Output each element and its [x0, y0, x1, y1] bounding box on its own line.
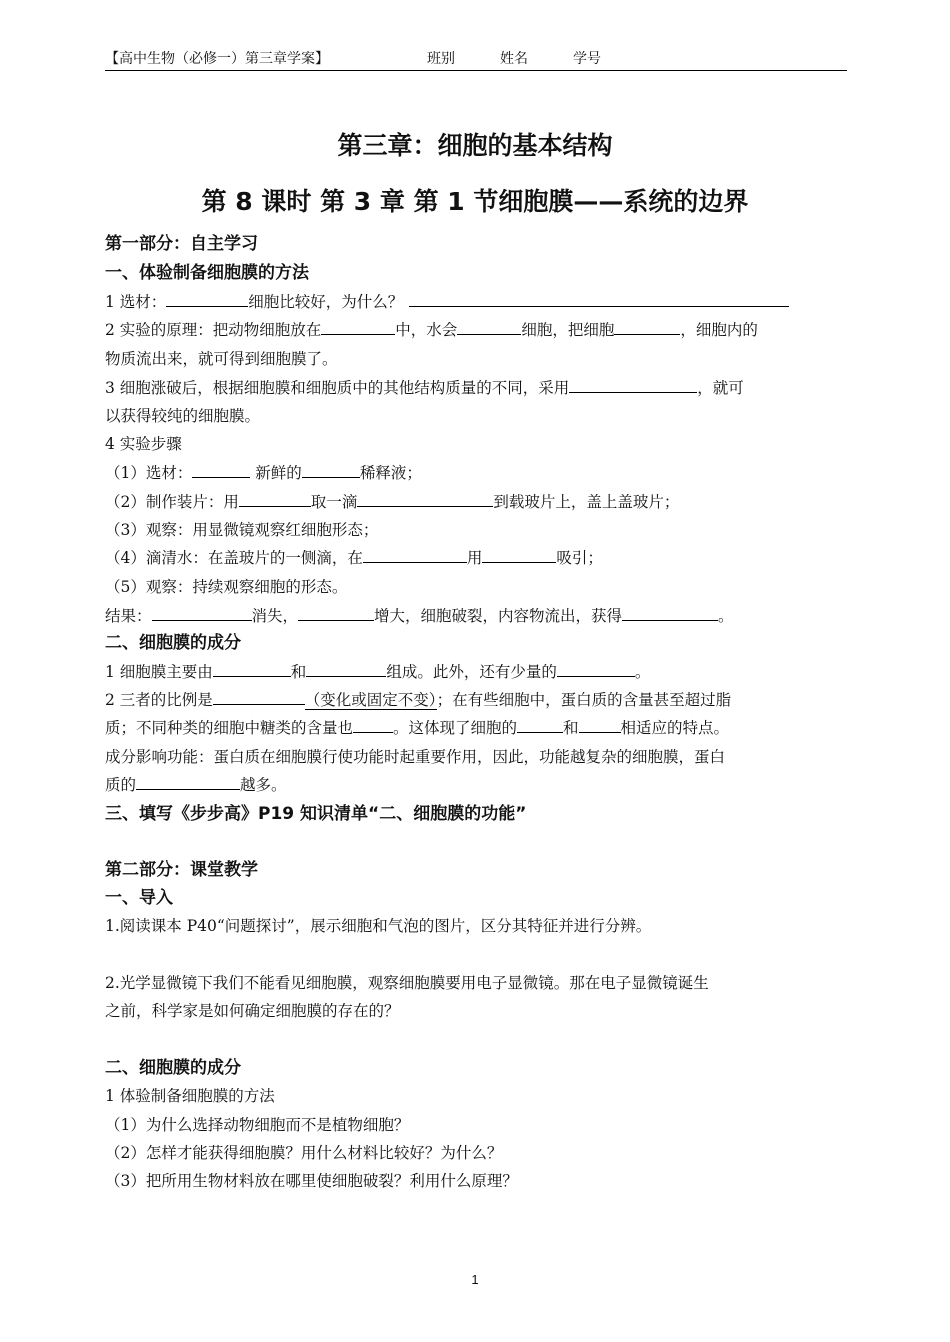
section-heading: 二、细胞膜的成分: [105, 633, 241, 653]
blank-field[interactable]: [357, 490, 493, 507]
blank-field[interactable]: [622, 604, 718, 621]
blank-field[interactable]: [321, 318, 395, 335]
blank-field[interactable]: [457, 318, 521, 335]
course-label: 【高中生物（必修一）第三章学案】: [105, 51, 329, 67]
text-line: （4）滴清水：在盖玻片的一侧滴，在 用 吸引；: [105, 546, 850, 570]
blank-field[interactable]: [306, 660, 386, 677]
question-line: （2）怎样才能获得细胞膜？用什么材料比较好？为什么？: [105, 1144, 503, 1162]
section-heading: 一、导入: [105, 888, 173, 908]
text-line: 3 细胞涨破后，根据细胞膜和细胞质中的其他结构质量的不同，采用 ，就可: [105, 376, 850, 400]
chapter-title: 第三章：细胞的基本结构: [337, 131, 613, 160]
text-line: 以获得较纯的细胞膜。: [105, 407, 261, 425]
question-line: （3）把所用生物材料放在哪里使细胞破裂？利用什么原理？: [105, 1172, 518, 1190]
text-line: 1 选材： 细胞比较好，为什么？: [105, 290, 850, 314]
blank-field[interactable]: [213, 688, 305, 705]
student-id-label: 学号: [573, 51, 601, 67]
blank-field[interactable]: [409, 290, 789, 307]
section-heading: 一、体验制备细胞膜的方法: [105, 263, 309, 283]
part1-heading: 第一部分：自主学习: [105, 234, 258, 254]
name-label: 姓名: [500, 51, 528, 67]
blank-field[interactable]: [298, 604, 374, 621]
lesson-title: 第 8 课时 第 3 章 第 1 节细胞膜——系统的边界: [201, 187, 749, 216]
blank-field[interactable]: [353, 716, 393, 733]
blank-field[interactable]: [302, 461, 360, 478]
blank-field[interactable]: [557, 660, 635, 677]
blank-field[interactable]: [517, 716, 563, 733]
text-line: （3）观察：用显微镜观察红细胞形态；: [105, 521, 379, 539]
class-label: 班别: [427, 51, 455, 67]
blank-field[interactable]: [213, 660, 291, 677]
text-line: 质；不同种类的细胞中糖类的含量也 。这体现了细胞的 和 相适应的特点。: [105, 716, 850, 740]
part2-heading: 第二部分：课堂教学: [105, 860, 258, 880]
blank-field[interactable]: [192, 461, 250, 478]
blank-field[interactable]: [482, 546, 556, 563]
text-line: 2 三者的比例是 （变化或固定不变）；在有些细胞中，蛋白质的含量甚至超过脂: [105, 688, 850, 712]
blank-field[interactable]: [136, 773, 240, 790]
blank-field[interactable]: [579, 716, 621, 733]
blank-field[interactable]: [569, 376, 697, 393]
page-header: [105, 50, 847, 71]
blank-field[interactable]: [363, 546, 467, 563]
text-line: 成分影响功能：蛋白质在细胞膜行使功能时起重要作用，因此，功能越复杂的细胞膜，蛋白: [105, 748, 726, 766]
text-line: 4 实验步骤: [105, 435, 182, 453]
text-line: 之前，科学家是如何确定细胞膜的存在的？: [105, 1002, 400, 1020]
blank-field[interactable]: [239, 490, 311, 507]
text-line: （2）制作装片：用 取一滴 到载玻片上，盖上盖玻片；: [105, 490, 850, 514]
text-line: 1 体验制备细胞膜的方法: [105, 1087, 275, 1105]
text-line: 1.阅读课本 P40“问题探讨”，展示细胞和气泡的图片，区分其特征并进行分辨。: [105, 917, 652, 935]
text-line: 结果： 消失， 增大，细胞破裂，内容物流出，获得 。: [105, 604, 850, 628]
blank-field[interactable]: [166, 290, 248, 307]
page-number: 1: [471, 1272, 479, 1287]
text-line: 2 实验的原理：把动物细胞放在 中，水会 细胞，把细胞 ，细胞内的: [105, 318, 850, 342]
text-line: （5）观察：持续观察细胞的形态。: [105, 578, 348, 596]
section-heading: 二、细胞膜的成分: [105, 1058, 241, 1078]
text-line: 质的 越多。: [105, 773, 850, 797]
section-heading: 三、填写《步步高》P19 知识清单“二、细胞膜的功能”: [105, 804, 527, 824]
question-line: （1）为什么选择动物细胞而不是植物细胞？: [105, 1116, 410, 1134]
blank-field[interactable]: [614, 318, 680, 335]
text-line: 1 细胞膜主要由 和 组成。此外，还有少量的 。: [105, 660, 850, 684]
text-line: 2.光学显微镜下我们不能看见细胞膜，观察细胞膜要用电子显微镜。那在电子显微镜诞生: [105, 974, 709, 992]
blank-field[interactable]: [152, 604, 252, 621]
text-line: （1）选材： 新鲜的 稀释液；: [105, 461, 850, 485]
text-line: 物质流出来，就可得到细胞膜了。: [105, 350, 338, 368]
